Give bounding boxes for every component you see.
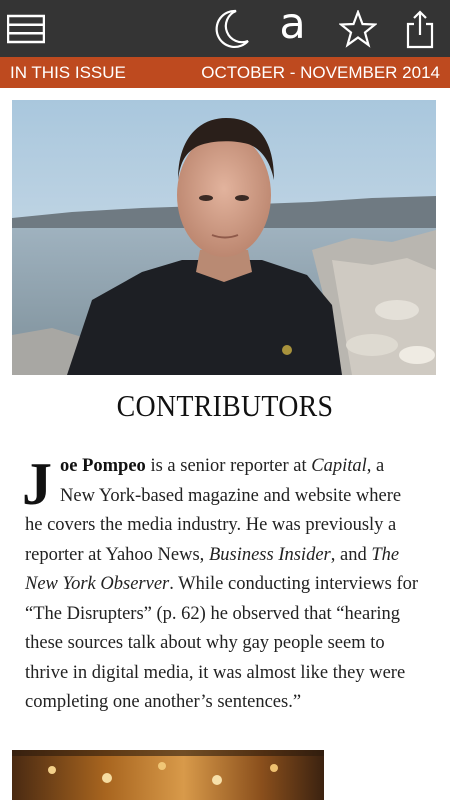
share-icon <box>405 9 435 49</box>
contributor-bio <box>22 451 420 718</box>
top-toolbar <box>0 0 450 57</box>
font-size-button[interactable] <box>265 0 320 57</box>
bio-text-3: , and <box>330 544 372 565</box>
publication-business-insider: Business Insider <box>208 544 331 565</box>
star-icon <box>339 10 377 48</box>
font-size-icon: a <box>279 0 306 49</box>
share-button[interactable] <box>395 0 445 57</box>
section-title: CONTRIBUTORS <box>116 388 334 423</box>
moon-icon <box>212 8 252 50</box>
menu-icon <box>7 14 45 44</box>
contributor-photo <box>12 100 436 375</box>
publication-capital: Capital <box>311 456 367 476</box>
publication-ny-observer: The New York Observer <box>25 544 400 594</box>
menu-button[interactable] <box>0 0 52 57</box>
drop-cap: J <box>22 451 52 517</box>
next-contributor-photo <box>12 750 324 800</box>
favorite-button[interactable] <box>330 0 385 57</box>
issue-date: OCTOBER - NOVEMBER 2014 <box>201 63 440 82</box>
bio-text-1: is a senior reporter at <box>145 456 312 476</box>
contributor-name: oe Pompeo <box>60 456 146 476</box>
in-this-issue-link[interactable]: IN THIS ISSUE <box>10 63 126 82</box>
issue-bar <box>0 57 450 88</box>
bio-text-4: . While conducting interviews for “The Disrupters” (p. 62) he observed that “hearing these sources talk about why gay people seem to thrive in digital media, it was almost like they were completing one another’s sentences.” <box>25 574 419 712</box>
bio-text-2: , a New York-based magazine and website where he covers the media industry. He was previously a reporter at Yahoo News, <box>25 456 402 565</box>
night-mode-button[interactable] <box>206 0 258 57</box>
